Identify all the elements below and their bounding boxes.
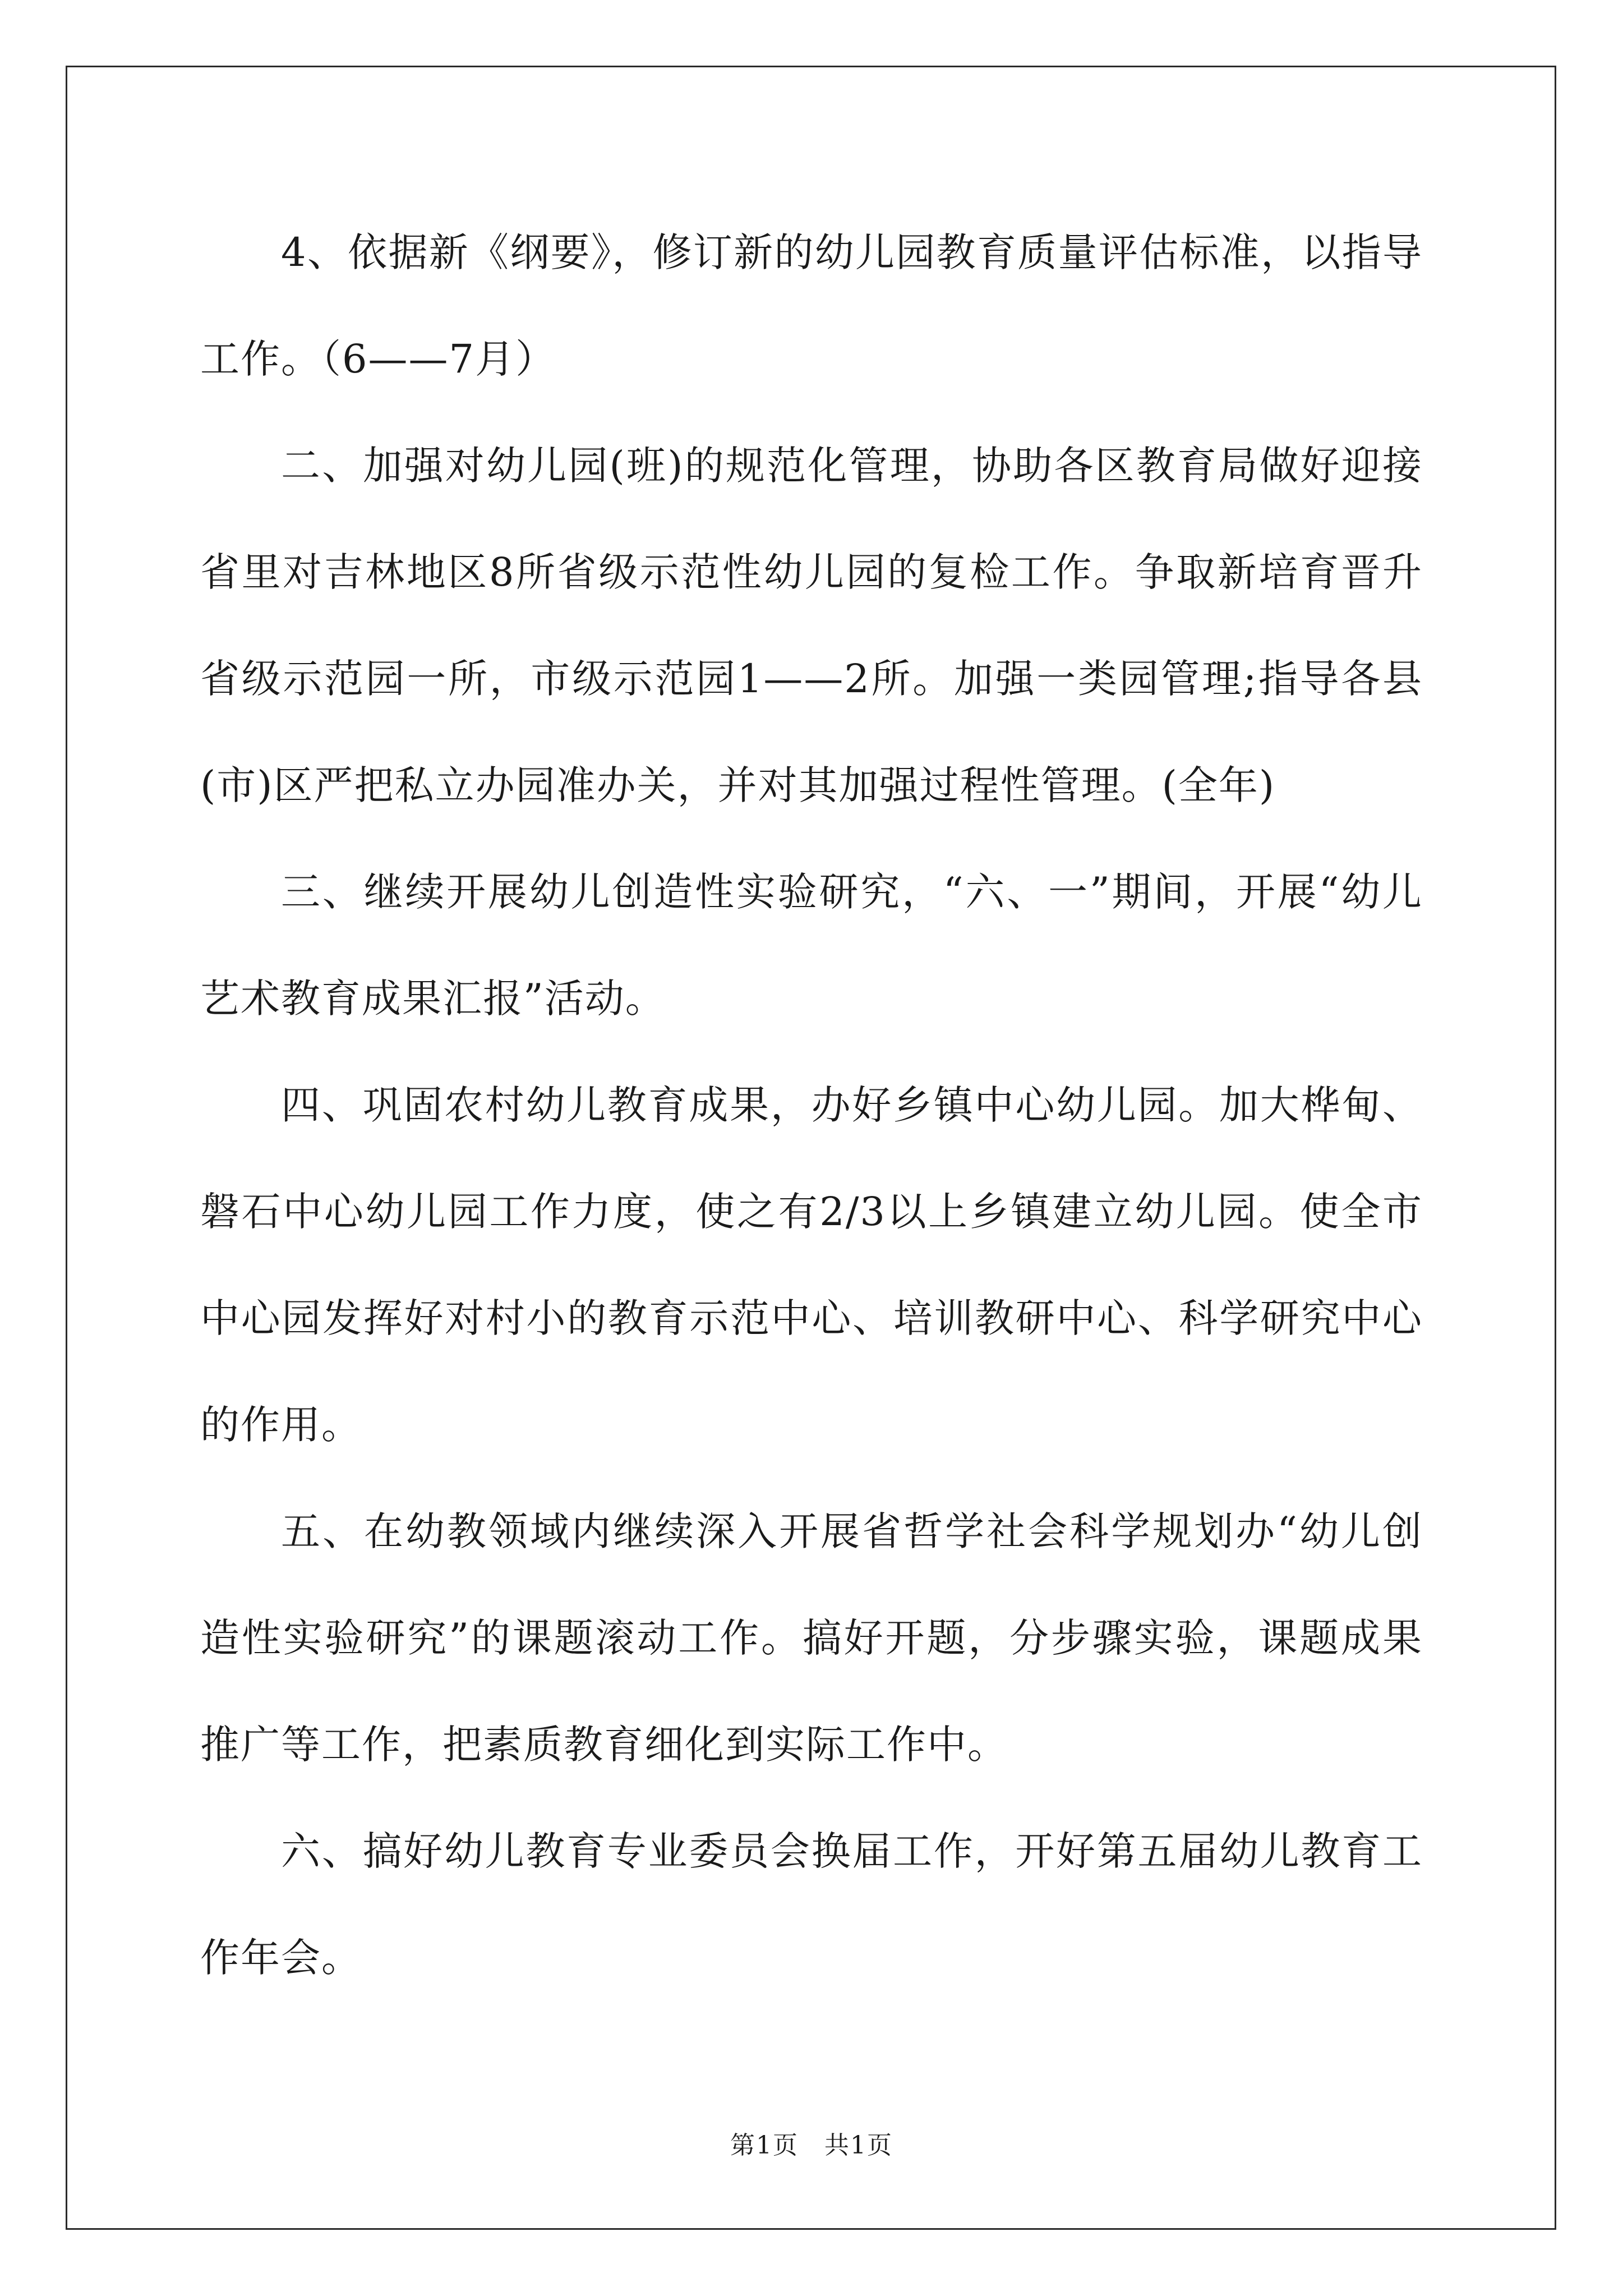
document-body: [200, 199, 1423, 2011]
paragraph-section-4: 四、巩固农村幼儿教育成果，办好乡镇中心幼儿园。加大桦甸、磐石中心幼儿园工作力度，使之有2/3以上乡镇建立幼儿园。使全市中心园发挥好对村小的教育示范中心、培训教研中心、科学研究中心的作用。: [200, 1082, 1423, 1448]
page-footer: 第1页 共1页: [730, 2131, 893, 2160]
paragraph-section-2: 二、加强对幼儿园(班)的规范化管理，协助各区教育局做好迎接省里对吉林地区8所省级示范性幼儿园的复检工作。争取新培育晋升省级示范园一所，市级示范园1——2所。加强一类园管理;指导各县(市)区严把私立办园准办关，并对其加强过程性管理。(全年): [200, 443, 1423, 808]
paragraph-item-4: 4、依据新《纲要》，修订新的幼儿园教育质量评估标准，以指导工作。（6——7月）: [200, 229, 1423, 382]
paragraph-section-5: 五、在幼教领域内继续深入开展省哲学社会科学规划办“幼儿创造性实验研究”的课题滚动工作。搞好开题，分步骤实验，课题成果推广等工作，把素质教育细化到实际工作中。: [200, 1508, 1423, 1768]
paragraph-section-3: 三、继续开展幼儿创造性实验研究，“六、一”期间，开展“幼儿艺术教育成果汇报”活动。: [200, 869, 1423, 1022]
paragraph-section-6: 六、搞好幼儿教育专业委员会换届工作，开好第五届幼儿教育工作年会。: [200, 1828, 1423, 1981]
